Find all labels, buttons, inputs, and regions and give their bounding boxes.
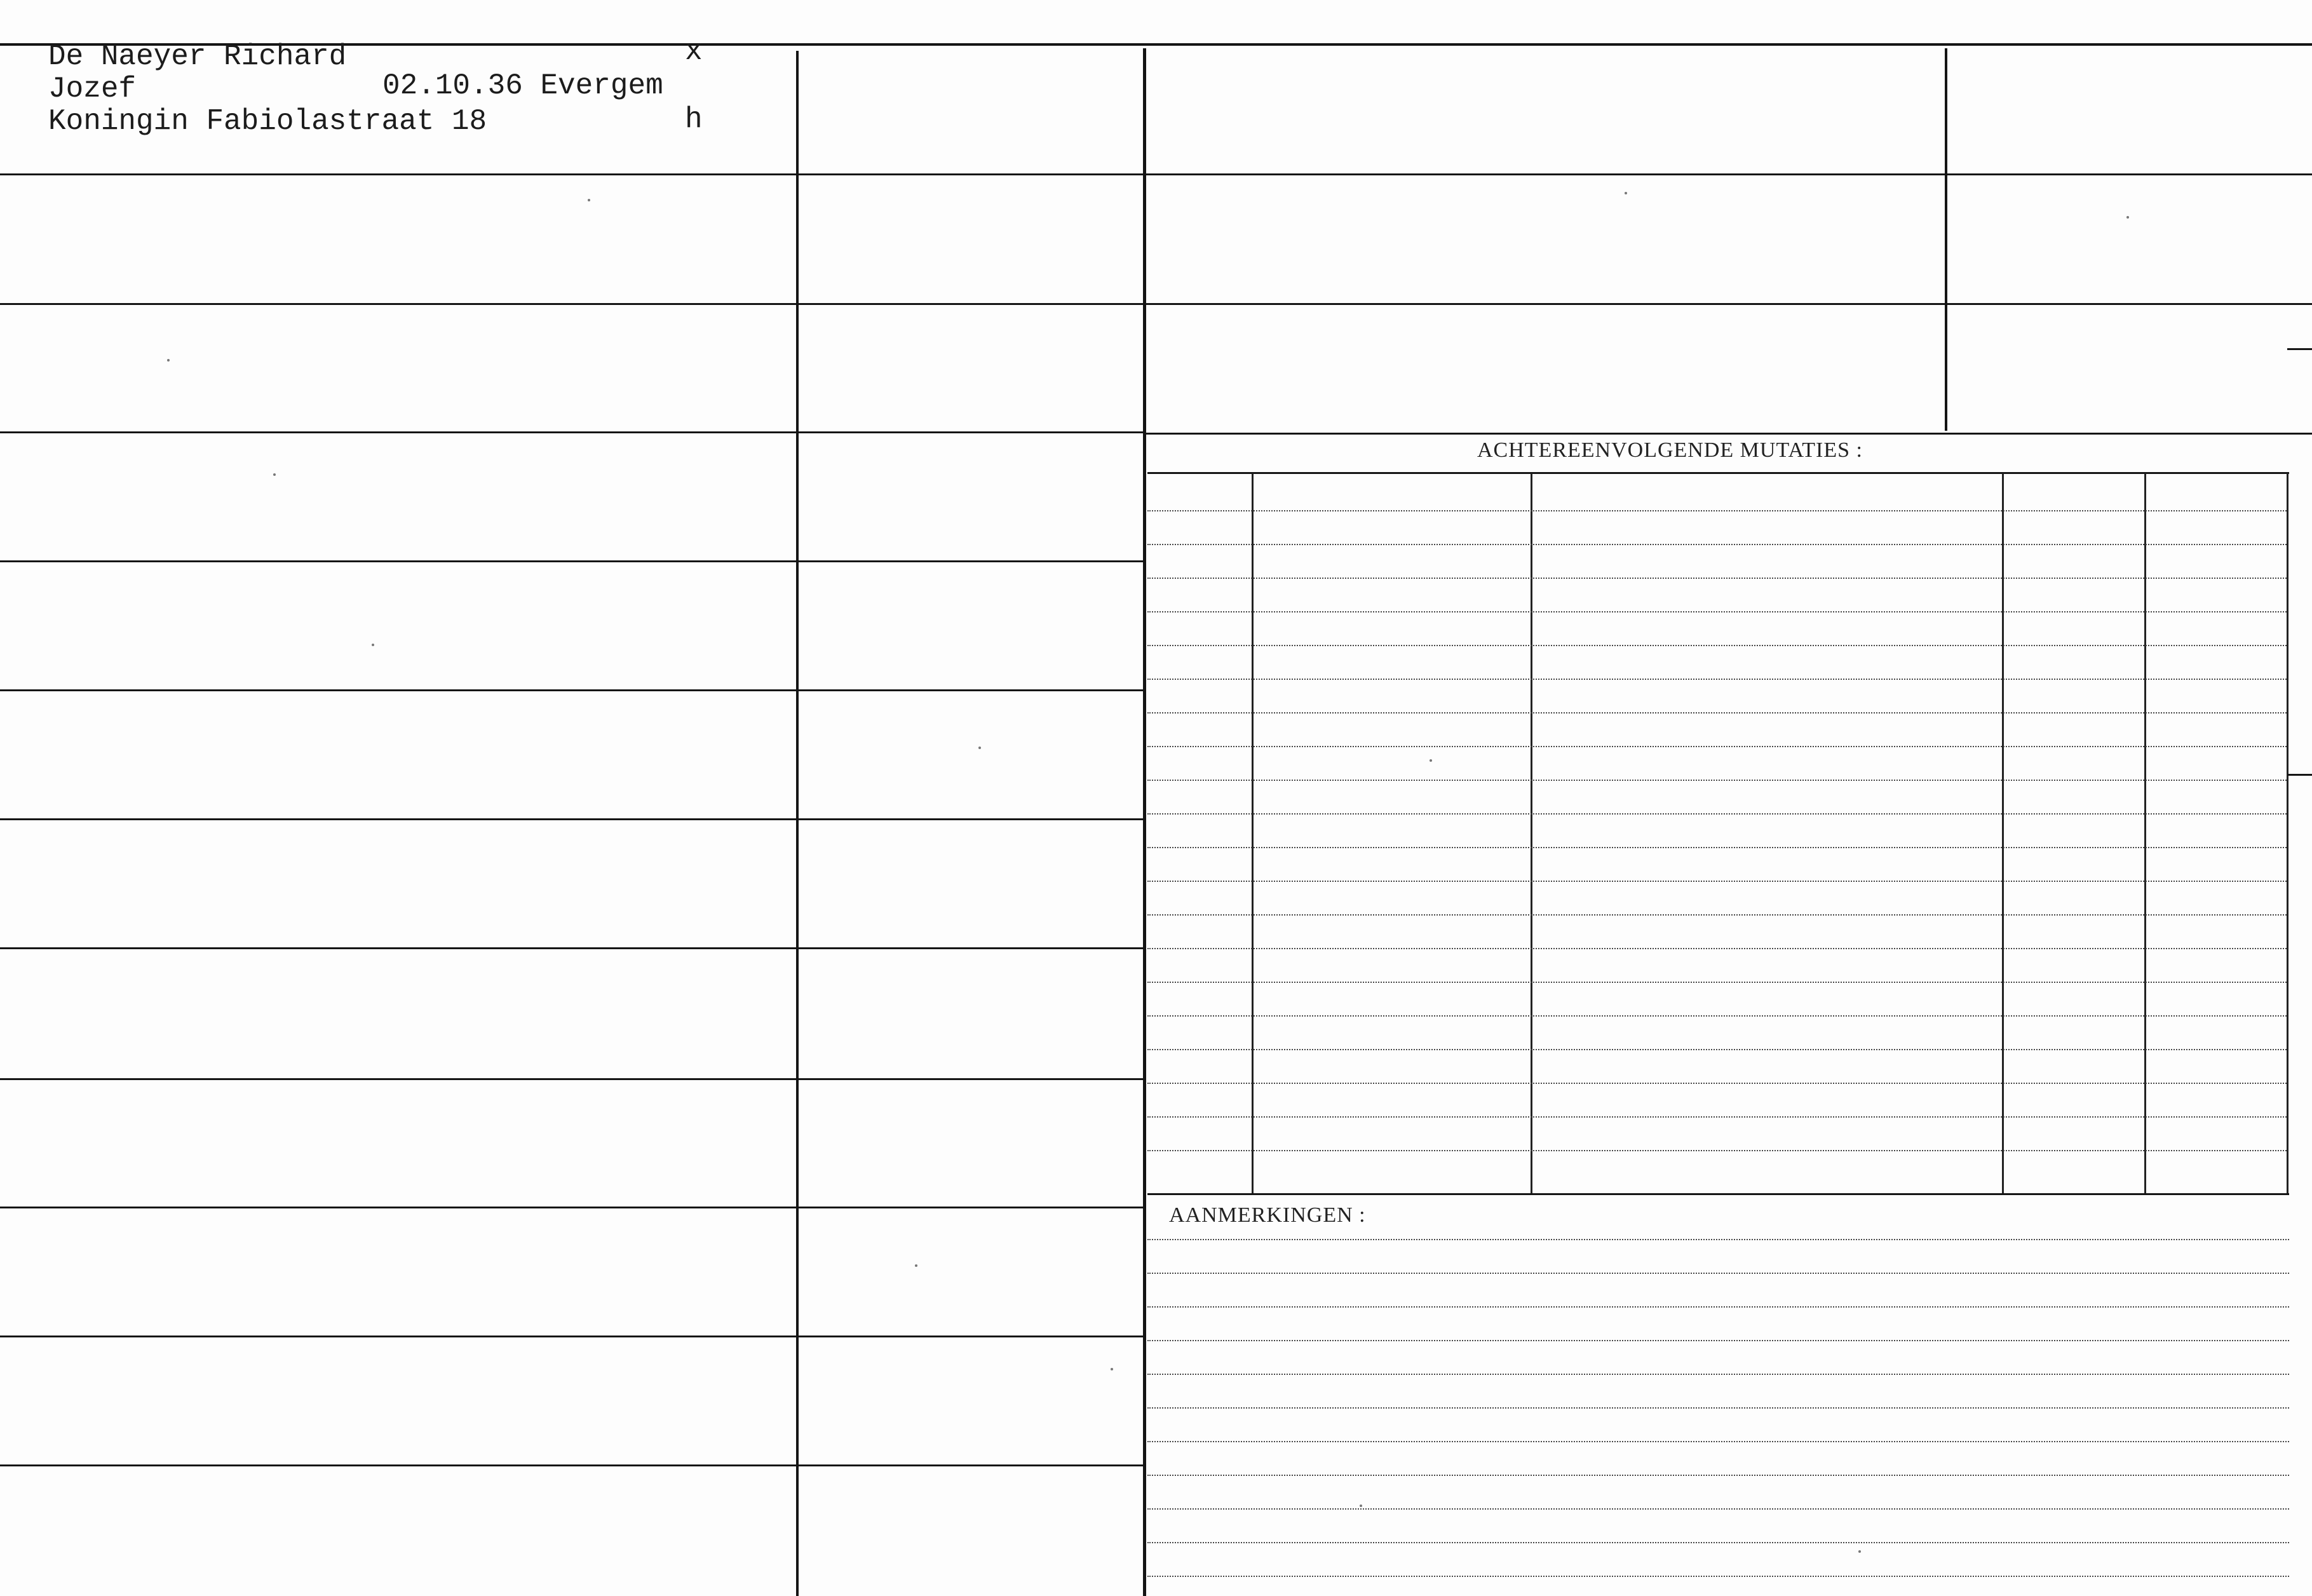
mutations-row-line bbox=[1147, 510, 2287, 511]
scan-speck bbox=[588, 199, 590, 201]
scan-speck bbox=[1111, 1368, 1113, 1370]
right-row-line bbox=[1143, 433, 2312, 435]
mutations-col-line bbox=[2002, 473, 2004, 1193]
mutations-row-line bbox=[1147, 645, 2287, 646]
remarks-line bbox=[1147, 1273, 2289, 1274]
scan-speck bbox=[1625, 192, 1627, 194]
mutations-table-bottom bbox=[1147, 1193, 2289, 1195]
mutations-row-line bbox=[1147, 1150, 2287, 1151]
left-row-line bbox=[0, 1207, 1143, 1208]
remarks-line bbox=[1147, 1239, 2289, 1240]
mutations-col-line bbox=[2144, 473, 2146, 1193]
mutations-col-line bbox=[1252, 473, 1254, 1193]
left-row-line bbox=[0, 689, 1143, 691]
scan-speck bbox=[2126, 216, 2129, 219]
mutations-row-line bbox=[1147, 1083, 2287, 1084]
mutations-row-line bbox=[1147, 746, 2287, 747]
mutations-row-line bbox=[1147, 780, 2287, 781]
remarks-line bbox=[1147, 1374, 2289, 1375]
record-birth-date-place: 02.10.36 Evergem bbox=[382, 69, 663, 102]
left-row-line bbox=[0, 1464, 1143, 1466]
record-address: Koningin Fabiolastraat 18 bbox=[48, 105, 487, 138]
scan-speck bbox=[167, 359, 170, 362]
scan-speck bbox=[1858, 1550, 1861, 1553]
scan-speck bbox=[273, 473, 276, 476]
left-row-line bbox=[0, 1336, 1143, 1337]
scan-speck bbox=[978, 747, 981, 749]
remarks-line bbox=[1147, 1475, 2289, 1476]
mutations-row-line bbox=[1147, 1049, 2287, 1050]
mutations-row-line bbox=[1147, 881, 2287, 882]
mutations-row-line bbox=[1147, 1015, 2287, 1017]
mutations-heading: ACHTEREENVOLGENDE MUTATIES : bbox=[1477, 438, 1863, 462]
column-divider-1 bbox=[796, 51, 799, 1596]
scan-speck bbox=[1430, 759, 1432, 762]
mutations-col-line bbox=[1531, 473, 1532, 1193]
mutations-row-line bbox=[1147, 914, 2287, 916]
mutations-row-line bbox=[1147, 948, 2287, 949]
right-row-line bbox=[1143, 303, 2312, 305]
scan-speck bbox=[372, 644, 374, 646]
left-row-line bbox=[0, 947, 1143, 949]
remarks-line bbox=[1147, 1542, 2289, 1543]
mutations-row-line bbox=[1147, 679, 2287, 680]
top-border bbox=[0, 43, 2312, 46]
column-divider-3 bbox=[1945, 48, 1947, 431]
edge-tick bbox=[2287, 774, 2312, 776]
left-row-line bbox=[0, 560, 1143, 562]
remarks-line bbox=[1147, 1407, 2289, 1409]
mutations-row-line bbox=[1147, 712, 2287, 713]
remarks-line bbox=[1147, 1340, 2289, 1341]
mutations-row-line bbox=[1147, 813, 2287, 815]
right-row-line bbox=[1143, 173, 2312, 175]
mutations-row-line bbox=[1147, 578, 2287, 579]
mutations-row-line bbox=[1147, 544, 2287, 545]
record-given-name: Jozef bbox=[48, 72, 137, 105]
column-divider-2 bbox=[1143, 48, 1146, 1596]
mutations-row-line bbox=[1147, 1116, 2287, 1118]
remarks-line bbox=[1147, 1576, 2289, 1577]
record-mark-x: x bbox=[685, 35, 703, 68]
remarks-line bbox=[1147, 1441, 2289, 1442]
record-mark-h: h bbox=[685, 103, 703, 136]
remarks-line bbox=[1147, 1508, 2289, 1510]
left-row-line bbox=[0, 1078, 1143, 1080]
record-surname: De Naeyer Richard bbox=[48, 40, 347, 73]
edge-tick bbox=[2287, 348, 2312, 350]
left-row-line bbox=[0, 173, 1143, 175]
remarks-line bbox=[1147, 1306, 2289, 1308]
mutations-row-line bbox=[1147, 611, 2287, 612]
mutations-table-top bbox=[1147, 472, 2289, 474]
mutations-col-line bbox=[2287, 473, 2288, 1193]
mutations-row-line bbox=[1147, 982, 2287, 983]
mutations-row-line bbox=[1147, 847, 2287, 848]
scan-speck bbox=[1360, 1505, 1362, 1507]
remarks-heading: AANMERKINGEN : bbox=[1169, 1203, 1366, 1227]
left-row-line bbox=[0, 818, 1143, 820]
left-row-line bbox=[0, 431, 1143, 433]
left-row-line bbox=[0, 303, 1143, 305]
scan-speck bbox=[915, 1264, 917, 1267]
